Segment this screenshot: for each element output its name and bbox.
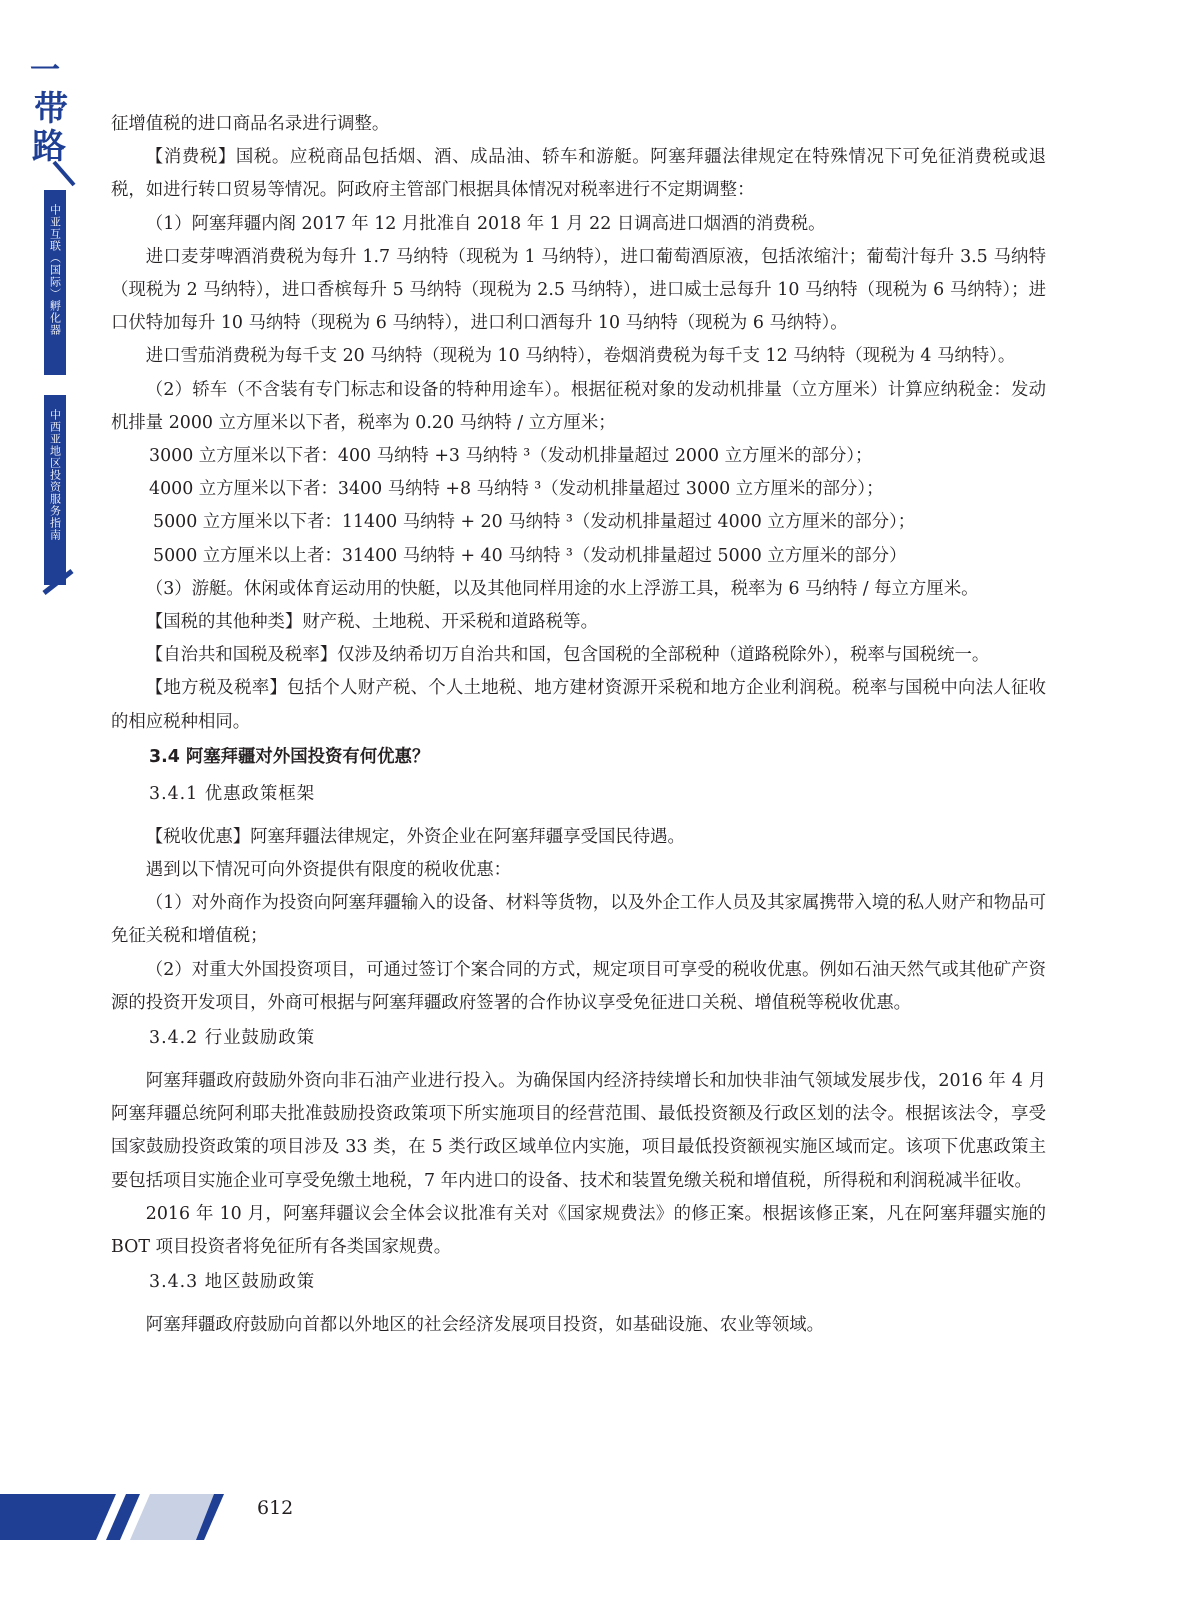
paragraph: （3）游艇。休闲或体育运动用的快艇，以及其他同样用途的水上浮游工具，税率为 6 马纳特 / 每立方厘米。 xyxy=(145,578,979,599)
paragraph: 【国税的其他种类】财产税、土地税、开采税和道路税等。 xyxy=(145,612,598,633)
paragraph: 遇到以下情况可向外资提供有限度的税收优惠： xyxy=(145,860,512,881)
paragraph-consumption-tax: 【消费税】国税。应税商品包括烟、酒、成品油、轿车和游艇。阿塞拜疆法律规定在特殊情况下可免征消费税或退税，如进行转口贸易等情况。阿政府主管部门根据具体情况对税率进行不定期调整： xyxy=(111,147,1046,201)
paragraph: 进口麦芽啤酒消费税为每升 1.7 马纳特（现税为 1 马纳特），进口葡萄酒原液，包括浓缩汁；葡萄汁每升 3.5 马纳特（现税为 2 马纳特），进口香槟每升 5 马纳特（现税为 2.5 马纳特），进口威士忌每升 10 马纳特（现税为 6 马纳特）；进口伏特加每升 10 马纳特（现税为 6 马纳特），进口利口酒每升 10 马纳特（现税为 6 马纳特）。 xyxy=(111,246,1046,334)
logo-char-1: 一 xyxy=(30,53,60,88)
list-item: 5000 立方厘米以上者：31400 马纳特 + 40 马纳特 ³（发动机排量超过 5000 立方厘米的部分） xyxy=(153,545,907,566)
paragraph: 征增值税的进口商品名录进行调整。 xyxy=(111,114,390,134)
sidebar-branding xyxy=(0,0,80,600)
subsection-heading: 3.4.3 地区鼓励政策 xyxy=(149,1272,316,1293)
side-label-bottom-text: 中西亚地区投资服务指南 xyxy=(48,409,62,541)
paragraph: 阿塞拜疆政府鼓励向首都以外地区的社会经济发展项目投资，如基础设施、农业等领域。 xyxy=(145,1315,825,1336)
logo-char-2: 带 xyxy=(34,89,68,129)
list-item: 5000 立方厘米以下者：11400 马纳特 + 20 马纳特 ³（发动机排量超过 4000 立方厘米的部分）； xyxy=(153,512,916,533)
list-item: 3000 立方厘米以下者：400 马纳特 +3 马纳特 ³（发动机排量超过 2000 立方厘米的部分）； xyxy=(149,446,873,467)
paragraph: 进口雪茄消费税为每千支 20 马纳特（现税为 10 马纳特），卷烟消费税为每千支 12 马纳特（现税为 4 马纳特）。 xyxy=(145,346,1016,367)
paragraph: （1）阿塞拜疆内阁 2017 年 12 月批准自 2018 年 1 月 22 日调高进口烟酒的消费税。 xyxy=(145,213,826,234)
belt-road-logo xyxy=(24,40,82,190)
logo-char-4: 路 xyxy=(32,127,66,167)
list-item: 4000 立方厘米以下者：3400 马纳特 +8 马纳特 ³（发动机排量超过 3000 立方厘米的部分）； xyxy=(149,479,884,500)
section-heading: 3.4 阿塞拜疆对外国投资有何优惠？ xyxy=(149,746,430,767)
paragraph: 阿塞拜疆政府鼓励外资向非石油产业进行投入。为确保国内经济持续增长和加快非油气领域发展步伐，2016 年 4 月阿塞拜疆总统阿利耶夫批准鼓励投资政策项下所实施项目的经营范围、最低投资额及行政区划的法令。根据该法令，享受国家鼓励投资政策的项目涉及 33 类，在 5 类行政区域单位内实施，项目最低投资额视实施区域而定。该项下优惠政策主要包括项目实施企业可享受免缴土地税，7 年内进口的设备、技术和装置免缴关税和增值税，所得税和利润税减半征收。 xyxy=(111,1071,1046,1191)
side-label-top xyxy=(44,190,66,375)
paragraph: 【自治共和国税及税率】仅涉及纳希切万自治共和国，包含国税的全部税种（道路税除外），税率与国税统一。 xyxy=(145,645,990,666)
paragraph: 【税收优惠】阿塞拜疆法律规定，外资企业在阿塞拜疆享受国民待遇。 xyxy=(145,826,685,847)
paragraph: 【地方税及税率】包括个人财产税、个人土地税、地方建材资源开采税和地方企业利润税。税率与国税中向法人征收的相应税种相同。 xyxy=(111,678,1046,732)
subsection-heading: 3.4.2 行业鼓励政策 xyxy=(149,1028,316,1049)
paragraph: （2）轿车（不含装有专门标志和设备的特种用途车）。根据征税对象的发动机排量（立方厘米）计算应纳税金：发动机排量 2000 立方厘米以下者，税率为 0.20 马纳特 / 立方厘米； xyxy=(111,379,1046,433)
side-arrow-icon xyxy=(40,565,76,595)
paragraph: （1）对外商作为投资向阿塞拜疆输入的设备、材料等货物，以及外企工作人员及其家属携带入境的私人财产和物品可免征关税和增值税； xyxy=(111,893,1046,947)
footer-stripe-1 xyxy=(0,1494,116,1540)
subsection-heading: 3.4.1 优惠政策框架 xyxy=(149,783,316,804)
side-label-bottom xyxy=(44,395,66,585)
paragraph: 2016 年 10 月，阿塞拜疆议会全体会议批准有关对《国家规费法》的修正案。根据该修正案，凡在阿塞拜疆实施的 BOT 项目投资者将免征所有各类国家规费。 xyxy=(111,1203,1046,1258)
side-label-top-text: 中亚互联（国际）孵化器 xyxy=(48,204,62,336)
paragraph: （2）对重大外国投资项目，可通过签订个案合同的方式，规定项目可享受的税收优惠。例如石油天然气或其他矿产资源的投资开发项目，外商可根据与阿塞拜疆政府签署的合作协议享受免征进口关税、增值税等税收优惠。 xyxy=(111,959,1046,1013)
footer-stripes xyxy=(0,1490,1178,1550)
main-content xyxy=(111,108,1046,1343)
page-number: 612 xyxy=(257,1497,294,1519)
